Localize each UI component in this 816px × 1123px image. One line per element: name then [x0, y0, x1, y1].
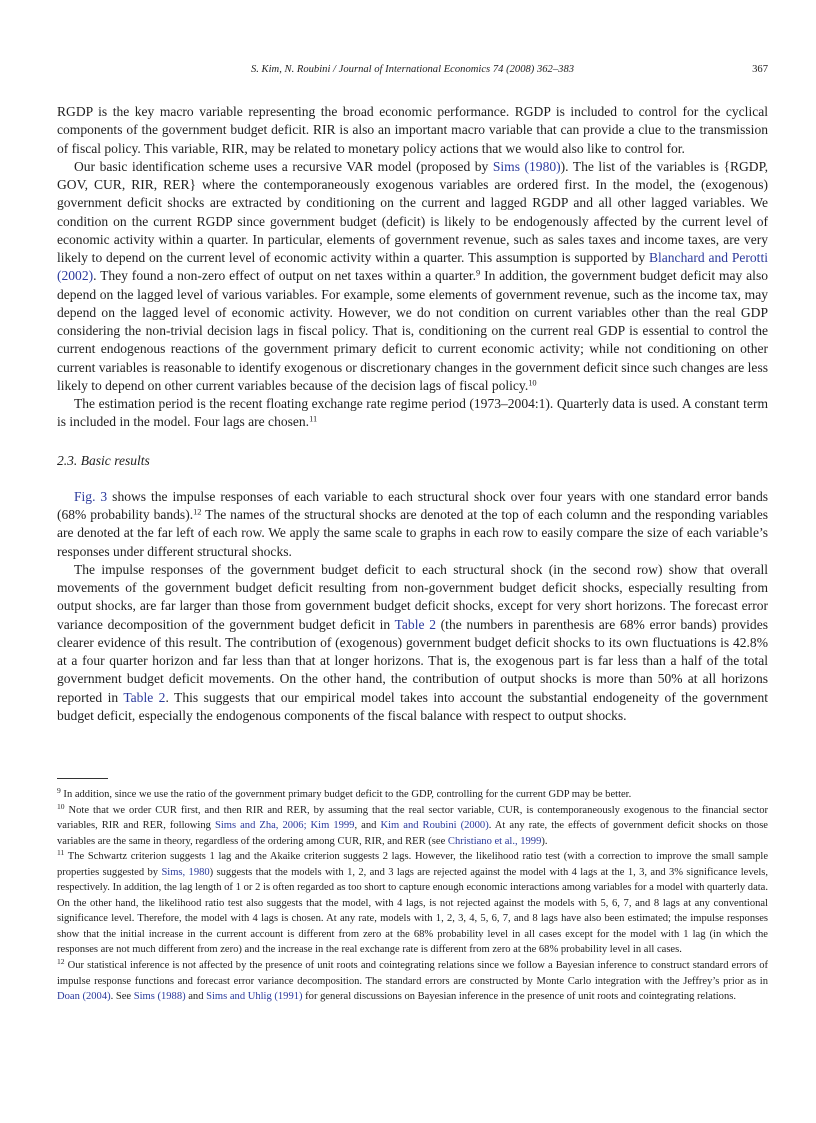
text-run: shows the impulse responses of each variable to each structural shock over four years with one standard error bands (68% probability bands).: [57, 488, 768, 522]
text-run: The Schwartz criterion suggests 1 lag and the Akaike criterion suggests 2 lags. However, the likelihood ratio test (with a correction to improve the small sample properties suggested by: [57, 851, 768, 878]
text-run: 2.3. Basic results: [57, 452, 150, 468]
page-number: 367: [752, 64, 768, 75]
footnote-marker: 12: [57, 956, 65, 966]
paragraph: [57, 561, 768, 725]
footnote-marker: 9: [57, 785, 61, 795]
footnote-marker: 11: [57, 848, 65, 858]
citation-link[interactable]: Sims, 1980: [161, 866, 210, 878]
section-heading: [57, 452, 768, 470]
text-run: ) suggests that the models with 1, 2, and 3 lags are rejected against the model with 4 lags at the 1, 3, and 3% significance levels, respectively. In addition, the lag length of 1 or 2 is often regarded as too short to capture enough economic interactions among variables for a model with quarterly data. On the other hand, the likelihood ratio test also suggests that the model, with 4 lags, is not rejected against the models with 5, 6, 7, and 8 lags at any conventional significance level. Therefore, the model with 4 lags is chosen. At any rate, models with 1, 2, 3, 4, 5, 6, 7, and 8 lags have also been estimated; the impulse responses show that the initial increase in the current account is different from zero at the 68% probability level in all cases except for the model with 1 lag (in which the responses are not much different from zero) and the increase in the real exchange rate is different from zero at the 68% probability level in all cases.: [57, 866, 768, 956]
text-run: Our statistical inference is not affected by the presence of unit roots and cointegrating relations since we follow a Bayesian inference to construct standard errors of impulse response functions and forecast error variance decomposition. The standard errors are constructed by Monte Carlo integration with the Jeffrey’s prior as in: [57, 960, 768, 987]
text-run: for general discussions on Bayesian inference in the presence of unit roots and cointegrating relations.: [302, 991, 736, 1003]
text-run: RGDP is the key macro variable representing the broad economic performance. RGDP is included to control for the cyclical components of the government budget deficit. RIR is also an important macro variable that can provide a clue to the transmission of fiscal policy. This variable, RIR, may be related to monetary policy actions that we would also like to control for.: [57, 104, 768, 156]
citation-link[interactable]: Sims (1988): [133, 991, 186, 1003]
citation-link[interactable]: Sims and Uhlig (1991): [206, 991, 303, 1003]
main-text: [57, 103, 768, 725]
citation-link[interactable]: Sims (1980): [492, 158, 561, 174]
text-run: (the numbers in parenthesis are 68% error bands) provides clearer evidence of this result. The contribution of (exogenous) government budget deficit shocks to its own fluctuations is 42.8% at a four quarter horizon and far less than that at longer horizons. That is, the exogenous part is far less than a half of the total government budget deficit movements. On the other hand, the contribution of output shocks is more than 50% at all horizons reported in: [57, 616, 768, 705]
running-header: [57, 64, 768, 80]
footnote: [57, 787, 768, 803]
text-run: Our basic identification scheme uses a recursive VAR model (proposed by: [74, 158, 493, 174]
citation-link[interactable]: Doan (2004): [57, 991, 111, 1003]
footnote-marker: 10: [57, 801, 65, 811]
text-run: Note that we order CUR first, and then RIR and RER, by assuming that the real sector variable, CUR, is contemporaneously exogenous to the financial sector variables, RIR and RER, following: [57, 804, 768, 832]
text-run: In addition, since we use the ratio of the government primary budget deficit to the GDP, controlling for the current GDP may be better.: [60, 789, 632, 800]
citation-link[interactable]: Table 2: [394, 616, 436, 632]
running-title: S. Kim, N. Roubini / Journal of International Economics 74 (2008) 362–383: [250, 64, 575, 75]
footnote-marker: 9: [476, 268, 481, 278]
text-run: In addition, the government budget deficit may also depend on the lagged level of various variables. For example, some elements of government revenue, such as the income tax, may depend on the lagged level of economic activity. However, we do not condition on current variables other than the real GDP considering the non-trivial decision lags in fiscal policy. That is, conditioning on the current real GDP is essential to control the current endogenous reactions of the government primary deficit to current economic activity; while not conditioning on other current variables is reasonable to identify exogenous or discretionary changes in the government deficit since such changes are less likely to depend on other current variables because of the decision lags of fiscal policy.: [57, 268, 768, 393]
citation-link[interactable]: Christiano et al., 1999: [447, 835, 542, 847]
text-run: , and: [354, 820, 381, 832]
footnote: [57, 958, 768, 1005]
text-run: . They found a non-zero effect of output on net taxes within a quarter.: [93, 268, 477, 284]
footnotes: [57, 787, 768, 1005]
text-run: and: [185, 991, 207, 1003]
text-run: The names of the structural shocks are denoted at the top of each column and the responding variables are denoted at the far left of each row. We apply the same scale to graphs in each row to easily compare the size of each variable’s responses under different structural shocks.: [57, 507, 768, 559]
paragraph: [57, 103, 768, 158]
paragraph: [57, 488, 768, 561]
citation-link[interactable]: Blanchard and Perotti (2002): [57, 250, 768, 284]
footnote-marker: 11: [309, 414, 318, 424]
footnote: [57, 803, 768, 850]
text-run: The estimation period is the recent floating exchange rate regime period (1973–2004:1). Quarterly data is used. A constant term is included in the model. Four lags are chosen.: [57, 396, 768, 430]
citation-link[interactable]: Sims and Zha, 2006; Kim 1999: [214, 820, 355, 832]
text-run: . At any rate, the effects of government deficit shocks on those variables are the same in theory, regardless of the ordering among CUR, RIR, and RER (see: [57, 820, 768, 847]
footnote-marker: 12: [193, 507, 202, 517]
paragraph: [57, 395, 768, 432]
text-run: . This suggests that our empirical model takes into account the substantial endogeneity of the government budget deficit, especially the endogenous components of the fiscal balance with respect to output shocks.: [57, 689, 768, 723]
text-run: ). The list of the variables is {RGDP, GOV, CUR, RIR, RER} where the contemporaneously exogenous variables are ordered first. In the model, the (exogenous) government deficit shocks are extracted by conditioning on the current and lagged RGDP and all other lagged variables. We condition on the current RGDP since government budget (deficit) is likely to be endogenously affected by the current level of economic activity within a quarter. In particular, elements of government revenue, such as sales taxes and income taxes, are very likely to depend on the current level of economic activity within a quarter. This assumption is supported by: [57, 158, 768, 265]
footnote-marker: 10: [528, 378, 537, 388]
text-run: . See: [110, 991, 134, 1003]
citation-link[interactable]: Kim and Roubini (2000): [380, 820, 489, 832]
footnote: [57, 849, 768, 958]
footnote-divider: [57, 778, 108, 779]
text-run: ).: [541, 835, 548, 847]
citation-link[interactable]: Table 2: [123, 689, 166, 705]
text-run: The impulse responses of the government budget deficit to each structural shock (in the second row) show that overall movements of the government budget deficit resulting from non-government budget deficit shocks, especially resulting from output shocks, are far larger than those from government budget deficit shocks, except for very short horizons. The forecast error variance decomposition of the government budget deficit in: [57, 561, 768, 632]
paragraph: [57, 158, 768, 395]
citation-link[interactable]: Fig. 3: [74, 488, 108, 504]
